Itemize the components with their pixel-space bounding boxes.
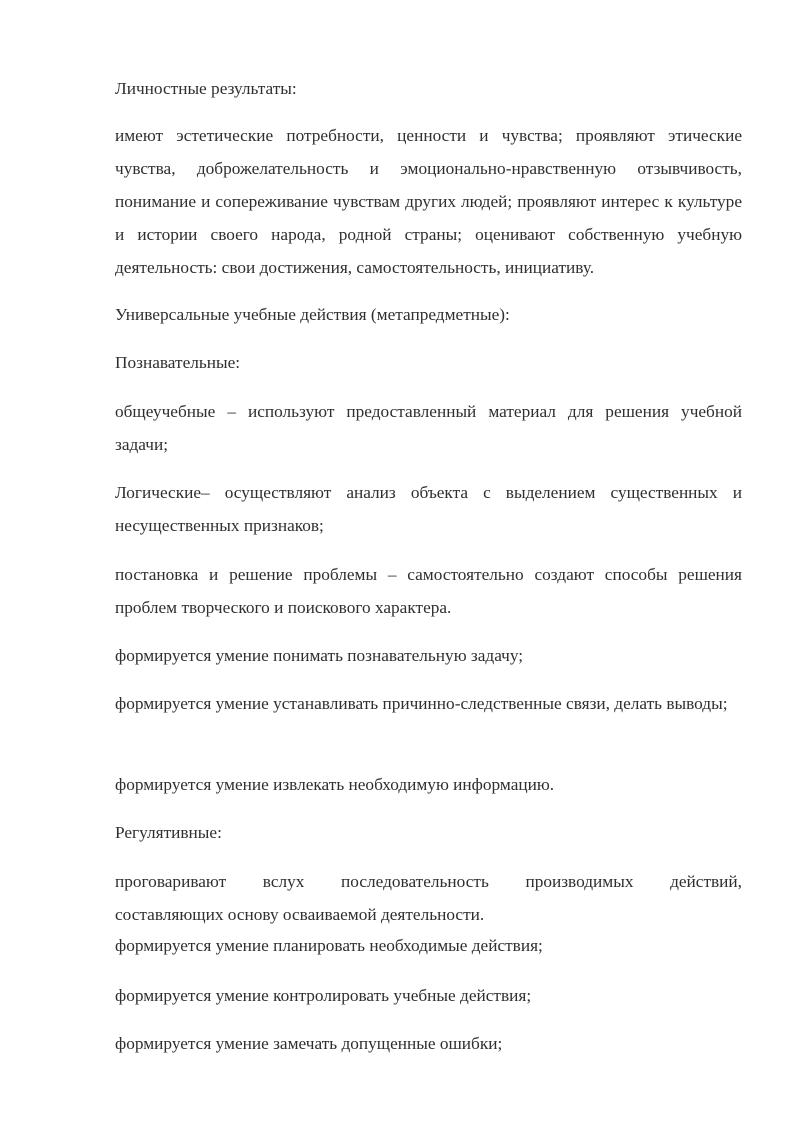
paragraph-speak-aloud-line1: проговаривают вслух последовательность производимых действий,	[115, 872, 742, 891]
heading-universal-actions: Универсальные учебные действия (метапредметные):	[115, 305, 510, 324]
paragraph-skill-extract-info: формируется умение извлекать необходимую информацию.	[115, 775, 555, 794]
paragraph-speak-aloud-line2: составляющих основу осваиваемой деятельности.	[115, 905, 485, 924]
paragraph-problem-solving: постановка и решение проблемы – самостоятельно создают способы решения проблем творческого и поискового характера.	[115, 565, 742, 617]
paragraph-skill-control-actions: формируется умение контролировать учебные действия;	[115, 986, 532, 1005]
paragraph-skill-notice-errors: формируется умение замечать допущенные ошибки;	[115, 1034, 503, 1053]
paragraph-general-educational: общеучебные – используют предоставленный материал для решения учебной задачи;	[115, 402, 742, 454]
paragraph-skill-cause-effect: формируется умение устанавливать причинно-следственные связи, делать выводы;	[115, 694, 728, 713]
heading-regulatory: Регулятивные:	[115, 823, 222, 842]
heading-cognitive: Познавательные:	[115, 353, 241, 372]
paragraph-skill-plan-actions: формируется умение планировать необходимые действия;	[115, 936, 543, 955]
heading-personal-results: Личностные результаты:	[115, 79, 297, 98]
paragraph-skill-understand-task: формируется умение понимать познавательную задачу;	[115, 646, 524, 665]
paragraph-logical: Логические– осуществляют анализ объекта с выделением существенных и несущественных признаков;	[115, 483, 742, 535]
paragraph-personal-results-body: имеют эстетические потребности, ценности и чувства; проявляют этические чувства, доброжелательность и эмоционально-нравственную отзывчивость, понимание и сопереживание чувствам других людей; проявляют интерес к культуре и истории своего народа, родной страны; оценивают собственную учебную деятельность: свои достижения, самостоятельность, инициативу.	[115, 126, 742, 277]
